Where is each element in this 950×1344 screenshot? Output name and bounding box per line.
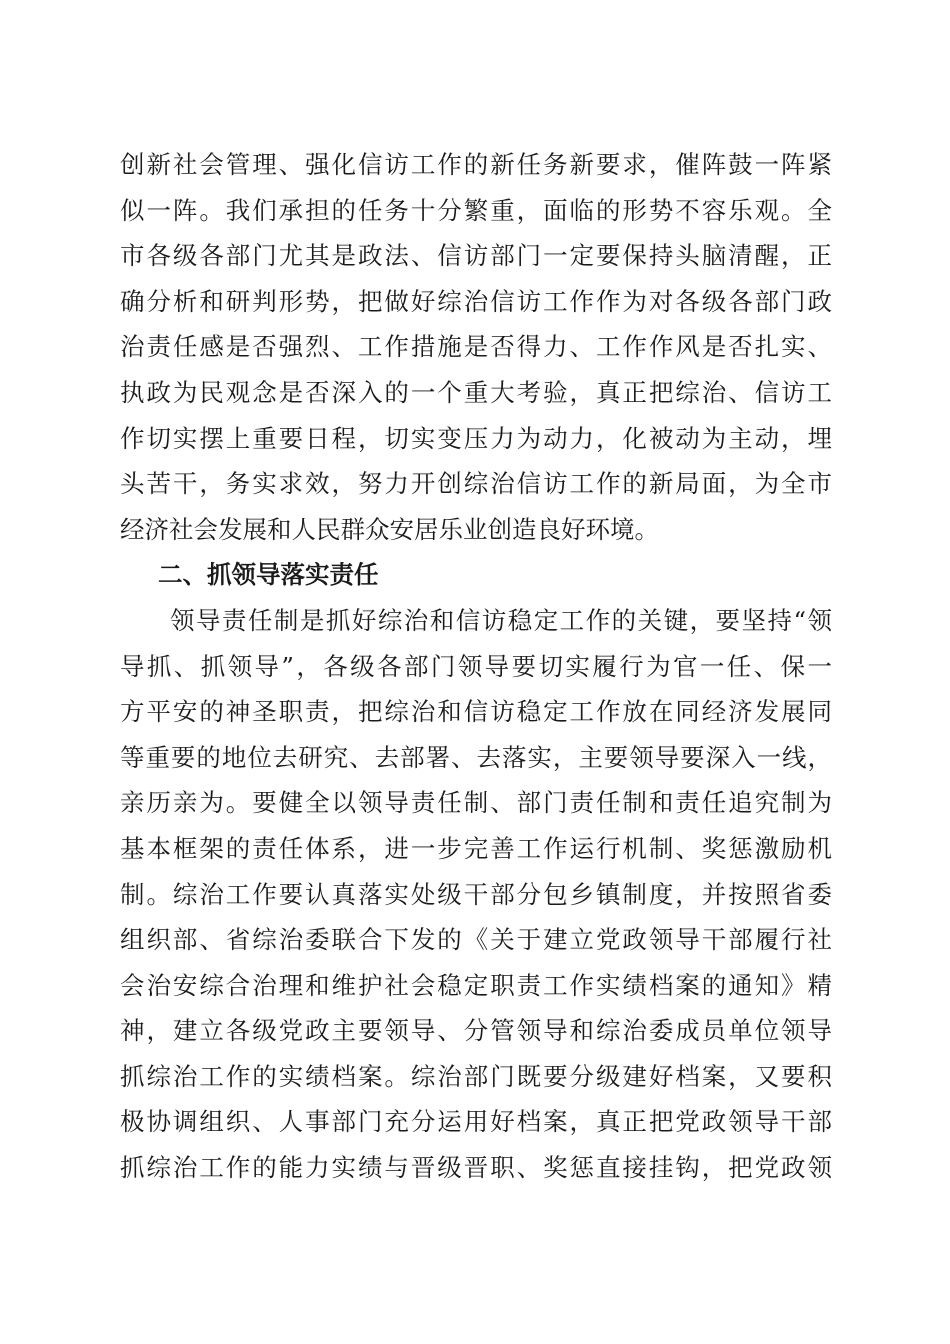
paragraph-line: 极协调组织、人事部门充分运用好档案，真正把党政领导干部 [120, 1107, 832, 1137]
paragraph-line: 抓综治工作的能力实绩与晋级晋职、奖惩直接挂钩，把党政领 [120, 1153, 832, 1183]
paragraph-line: 治责任感是否强烈、工作措施是否得力、工作作风是否扎实、 [120, 332, 832, 362]
paragraph-line: 市各级各部门尤其是政法、信访部门一定要保持头脑清醒，正 [120, 241, 832, 271]
paragraph-line: 等重要的地位去研究、去部署、去落实，主要领导要深入一线， [120, 742, 832, 772]
paragraph-line: 神，建立各级党政主要领导、分管领导和综治委成员单位领导 [120, 1016, 832, 1046]
paragraph-line: 亲历亲为。要健全以领导责任制、部门责任制和责任追究制为 [120, 788, 832, 818]
paragraph-line: 执政为民观念是否深入的一个重大考验，真正把综治、信访工 [120, 377, 832, 407]
paragraph-line: 组织部、省综治委联合下发的《关于建立党政领导干部履行社 [120, 925, 832, 955]
paragraph-line: 领导责任制是抓好综治和信访稳定工作的关键，要坚持“领 [170, 605, 832, 635]
paragraph-line: 导抓、抓领导”，各级各部门领导要切实履行为官一任、保一 [120, 651, 832, 681]
paragraph-line: 确分析和研判形势，把做好综治信访工作作为对各级各部门政 [120, 286, 832, 316]
paragraph-line: 抓综治工作的实绩档案。综治部门既要分级建好档案，又要积 [120, 1061, 832, 1091]
paragraph-line: 头苦干，务实求效，努力开创综治信访工作的新局面，为全市 [120, 469, 832, 499]
document-body [120, 142, 832, 1191]
paragraph-2 [120, 598, 832, 1191]
paragraph-1 [120, 142, 832, 552]
section-heading: 二、抓领导落实责任 [158, 560, 379, 590]
paragraph-line: 基本框架的责任体系，进一步完善工作运行机制、奖惩激励机 [120, 833, 832, 863]
paragraph-line: 创新社会管理、强化信访工作的新任务新要求，催阵鼓一阵紧 [120, 150, 832, 179]
paragraph-line: 方平安的神圣职责，把综治和信访稳定工作放在同经济发展同 [120, 697, 832, 727]
paragraph-line: 作切实摆上重要日程，切实变压力为动力，化被动为主动，埋 [120, 423, 832, 453]
paragraph-line: 会治安综合治理和维护社会稳定职责工作实绩档案的通知》精 [120, 970, 832, 1000]
paragraph-line: 经济社会发展和人民群众安居乐业创造良好环境。 [120, 514, 659, 544]
paragraph-line: 制。综治工作要认真落实处级干部分包乡镇制度，并按照省委 [120, 879, 832, 909]
paragraph-line: 似一阵。我们承担的任务十分繁重，面临的形势不容乐观。全 [120, 195, 832, 225]
